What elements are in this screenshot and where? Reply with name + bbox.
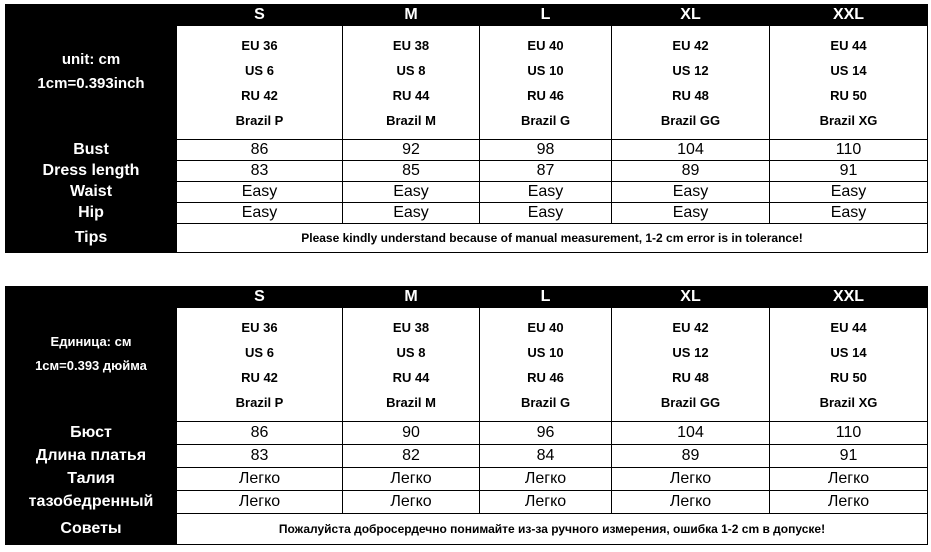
tips-row bbox=[6, 514, 928, 545]
table-cell: Легко bbox=[612, 491, 770, 514]
unit-conversion: 1cm=0.393inch bbox=[37, 75, 145, 92]
table-cell: 104 bbox=[612, 140, 770, 161]
ru-size: RU 48 bbox=[672, 87, 709, 103]
table-cell: 91 bbox=[770, 161, 928, 182]
table-cell: Легко bbox=[770, 468, 928, 491]
us-size: US 8 bbox=[396, 344, 426, 360]
size-header-xxl: XXL bbox=[770, 287, 928, 308]
brazil-size: Brazil M bbox=[386, 112, 436, 128]
ru-size: RU 42 bbox=[241, 87, 278, 103]
table-cell: Легко bbox=[480, 491, 612, 514]
size-conversion-l bbox=[480, 308, 612, 422]
table-cell: Легко bbox=[343, 468, 480, 491]
table-cell: Легко bbox=[770, 491, 928, 514]
size-conversion-s bbox=[177, 26, 343, 140]
brazil-size: Brazil GG bbox=[660, 394, 721, 410]
table-cell: 85 bbox=[343, 161, 480, 182]
table-cell: 104 bbox=[612, 422, 770, 445]
table-cell: Легко bbox=[177, 468, 343, 491]
eu-size: EU 38 bbox=[392, 319, 430, 335]
table-row bbox=[6, 161, 928, 182]
ru-size: RU 50 bbox=[830, 369, 867, 385]
us-size: US 10 bbox=[527, 62, 564, 78]
table-row bbox=[6, 468, 928, 491]
size-header-l: L bbox=[480, 287, 612, 308]
table-cell: Easy bbox=[480, 182, 612, 203]
brazil-size: Brazil P bbox=[235, 394, 284, 410]
size-conversion-xxl bbox=[770, 308, 928, 422]
unit-cell bbox=[6, 5, 177, 140]
table-cell: Easy bbox=[343, 203, 480, 224]
ru-size: RU 44 bbox=[392, 369, 430, 385]
table-cell: 86 bbox=[177, 140, 343, 161]
tips-text: Please kindly understand because of manual measurement, 1-2 cm error is in tolerance! bbox=[177, 224, 928, 253]
size-table-english bbox=[5, 4, 928, 253]
unit-conversion: 1см=0.393 дюйма bbox=[35, 358, 147, 373]
tips-text: Пожалуйста добросердечно понимайте из-за ручного измерения, ошибка 1-2 cm в допуске! bbox=[177, 514, 928, 545]
unit-cell bbox=[6, 287, 177, 422]
size-conversion-l bbox=[480, 26, 612, 140]
table-cell: 92 bbox=[343, 140, 480, 161]
ru-size: RU 44 bbox=[392, 87, 430, 103]
ru-size: RU 48 bbox=[672, 369, 709, 385]
eu-size: EU 44 bbox=[830, 37, 867, 53]
brazil-size: Brazil GG bbox=[660, 112, 721, 128]
eu-size: EU 42 bbox=[672, 319, 709, 335]
eu-size: EU 42 bbox=[672, 37, 709, 53]
eu-size: EU 40 bbox=[527, 319, 564, 335]
row-label: Dress length bbox=[6, 161, 177, 182]
us-size: US 10 bbox=[527, 344, 564, 360]
table-cell: Easy bbox=[612, 182, 770, 203]
table-cell: 83 bbox=[177, 445, 343, 468]
table-cell: 90 bbox=[343, 422, 480, 445]
table-row bbox=[6, 140, 928, 161]
table-cell: Easy bbox=[343, 182, 480, 203]
us-size: US 12 bbox=[672, 344, 709, 360]
row-label: тазобедренный bbox=[6, 491, 177, 514]
eu-size: EU 38 bbox=[392, 37, 430, 53]
table-row bbox=[6, 445, 928, 468]
row-label: Waist bbox=[6, 182, 177, 203]
size-conversion-m bbox=[343, 308, 480, 422]
tips-label: Советы bbox=[6, 514, 177, 545]
size-header-l: L bbox=[480, 5, 612, 26]
size-header-xxl: XXL bbox=[770, 5, 928, 26]
size-conversion-xxl bbox=[770, 26, 928, 140]
eu-size: EU 44 bbox=[830, 319, 867, 335]
table-cell: Легко bbox=[343, 491, 480, 514]
brazil-size: Brazil M bbox=[386, 394, 436, 410]
table-cell: 96 bbox=[480, 422, 612, 445]
table-cell: Легко bbox=[177, 491, 343, 514]
row-label: Талия bbox=[6, 468, 177, 491]
eu-size: EU 40 bbox=[527, 37, 564, 53]
table-cell: Easy bbox=[770, 182, 928, 203]
us-size: US 6 bbox=[245, 62, 274, 78]
table-cell: Легко bbox=[612, 468, 770, 491]
us-size: US 14 bbox=[830, 62, 867, 78]
size-header-xl: XL bbox=[612, 287, 770, 308]
tips-row bbox=[6, 224, 928, 253]
size-header-m: M bbox=[343, 5, 480, 26]
us-size: US 12 bbox=[672, 62, 709, 78]
table-cell: 110 bbox=[770, 140, 928, 161]
tips-label: Tips bbox=[6, 224, 177, 253]
table-cell: Easy bbox=[177, 203, 343, 224]
table-cell: Easy bbox=[612, 203, 770, 224]
size-header-m: M bbox=[343, 287, 480, 308]
table-row bbox=[6, 182, 928, 203]
table-row bbox=[6, 422, 928, 445]
eu-size: EU 36 bbox=[241, 319, 278, 335]
table-row bbox=[6, 203, 928, 224]
table-row bbox=[6, 491, 928, 514]
ru-size: RU 46 bbox=[527, 369, 564, 385]
table-cell: 86 bbox=[177, 422, 343, 445]
table-cell: 83 bbox=[177, 161, 343, 182]
brazil-size: Brazil G bbox=[520, 394, 571, 410]
size-conversion-m bbox=[343, 26, 480, 140]
ru-size: RU 42 bbox=[241, 369, 278, 385]
table-cell: 98 bbox=[480, 140, 612, 161]
table-cell: 91 bbox=[770, 445, 928, 468]
size-conversion-xl bbox=[612, 308, 770, 422]
table-cell: 110 bbox=[770, 422, 928, 445]
table-cell: 89 bbox=[612, 445, 770, 468]
us-size: US 6 bbox=[245, 344, 274, 360]
brazil-size: Brazil XG bbox=[819, 112, 878, 128]
table-cell: 84 bbox=[480, 445, 612, 468]
us-size: US 14 bbox=[830, 344, 867, 360]
brazil-size: Brazil XG bbox=[819, 394, 878, 410]
table-cell: 82 bbox=[343, 445, 480, 468]
size-header-s: S bbox=[177, 5, 343, 26]
size-table-russian bbox=[5, 286, 928, 545]
size-header-s: S bbox=[177, 287, 343, 308]
row-label: Hip bbox=[6, 203, 177, 224]
ru-size: RU 46 bbox=[527, 87, 564, 103]
table-cell: Easy bbox=[177, 182, 343, 203]
unit-label: Единица: см bbox=[50, 334, 132, 349]
eu-size: EU 36 bbox=[241, 37, 278, 53]
unit-label: unit: cm bbox=[61, 51, 121, 68]
table-cell: Easy bbox=[480, 203, 612, 224]
row-label: Длина платья bbox=[6, 445, 177, 468]
size-conversion-s bbox=[177, 308, 343, 422]
row-label: Bust bbox=[6, 140, 177, 161]
size-conversion-xl bbox=[612, 26, 770, 140]
table-cell: Легко bbox=[480, 468, 612, 491]
size-header-xl: XL bbox=[612, 5, 770, 26]
ru-size: RU 50 bbox=[830, 87, 867, 103]
us-size: US 8 bbox=[396, 62, 426, 78]
row-label: Бюст bbox=[6, 422, 177, 445]
brazil-size: Brazil P bbox=[235, 112, 284, 128]
table-cell: 87 bbox=[480, 161, 612, 182]
brazil-size: Brazil G bbox=[520, 112, 571, 128]
table-cell: Easy bbox=[770, 203, 928, 224]
table-cell: 89 bbox=[612, 161, 770, 182]
